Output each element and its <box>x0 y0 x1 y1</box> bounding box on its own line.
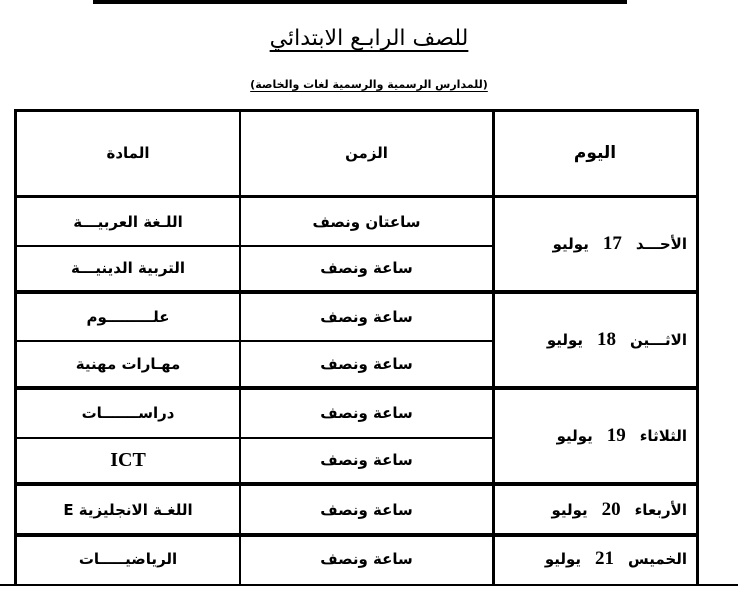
row-divider <box>14 195 699 198</box>
page-title-text: للصف الرابـع الابتدائي <box>269 26 469 51</box>
day-date: 20 <box>601 498 621 520</box>
subject-cell: الرياضيـــــات <box>78 550 178 568</box>
day-month: يوليو <box>556 427 593 445</box>
row-divider <box>14 290 699 294</box>
day-date: 17 <box>602 232 622 254</box>
subject-cell: دراســـــــات <box>81 404 175 422</box>
column-divider <box>239 109 241 585</box>
header-day: اليوم <box>573 143 617 163</box>
row-divider <box>14 386 699 390</box>
row-divider <box>14 533 699 537</box>
duration-cell: ساعة ونصف <box>320 550 413 568</box>
day-month: يوليو <box>544 550 582 568</box>
duration-cell: ساعة ونصف <box>320 500 413 519</box>
subject-cell: اللغـة الانجليزية E <box>63 500 193 519</box>
page-title <box>0 26 738 51</box>
subject-cell: مهـارات مهنية <box>75 354 181 373</box>
duration-cell: ساعة ونصف <box>320 307 413 326</box>
day-cell <box>493 196 697 291</box>
header-duration: الزمن <box>345 144 388 162</box>
page-subtitle <box>0 78 738 91</box>
table-border-right <box>696 109 699 585</box>
duration-cell: ساعتان ونصف <box>312 212 421 231</box>
day-cell <box>493 536 697 582</box>
day-name: الأحـــد <box>635 234 687 253</box>
top-rule <box>93 0 627 4</box>
day-month: يوليو <box>546 331 584 349</box>
bottom-rule <box>0 584 738 586</box>
day-name: الخميس <box>628 550 687 568</box>
table-border-left <box>14 109 17 585</box>
duration-cell: ساعة ونصف <box>320 259 413 277</box>
day-cell <box>493 389 697 483</box>
header-subject: المادة <box>106 144 150 162</box>
row-divider <box>16 245 493 247</box>
day-cell <box>493 293 697 387</box>
subject-cell: علـــــــــوم <box>86 307 170 326</box>
day-month: يوليو <box>551 500 588 519</box>
day-name: الاثـــين <box>630 331 687 349</box>
duration-cell: ساعة ونصف <box>320 451 413 469</box>
page-subtitle-text: (للمدارس الرسمية والرسمية لغات والخاصة) <box>250 78 488 91</box>
day-name: الأربعاء <box>634 500 687 519</box>
row-divider <box>16 340 493 342</box>
day-date: 18 <box>597 329 617 350</box>
row-divider <box>14 482 699 486</box>
duration-cell: ساعة ونصف <box>320 354 413 373</box>
column-divider <box>492 109 495 585</box>
subject-cell: التربية الدينيـــة <box>70 259 186 277</box>
day-month: يوليو <box>552 234 589 253</box>
duration-cell: ساعة ونصف <box>320 404 413 422</box>
subject-cell: ICT <box>110 448 146 471</box>
row-divider <box>16 437 493 439</box>
table-border-top <box>14 109 699 112</box>
day-date: 19 <box>606 425 626 446</box>
day-name: الثلاثاء <box>639 427 687 445</box>
subject-cell: اللـغة العربيـــة <box>73 212 183 231</box>
day-cell <box>493 485 697 534</box>
day-date: 21 <box>595 548 615 569</box>
